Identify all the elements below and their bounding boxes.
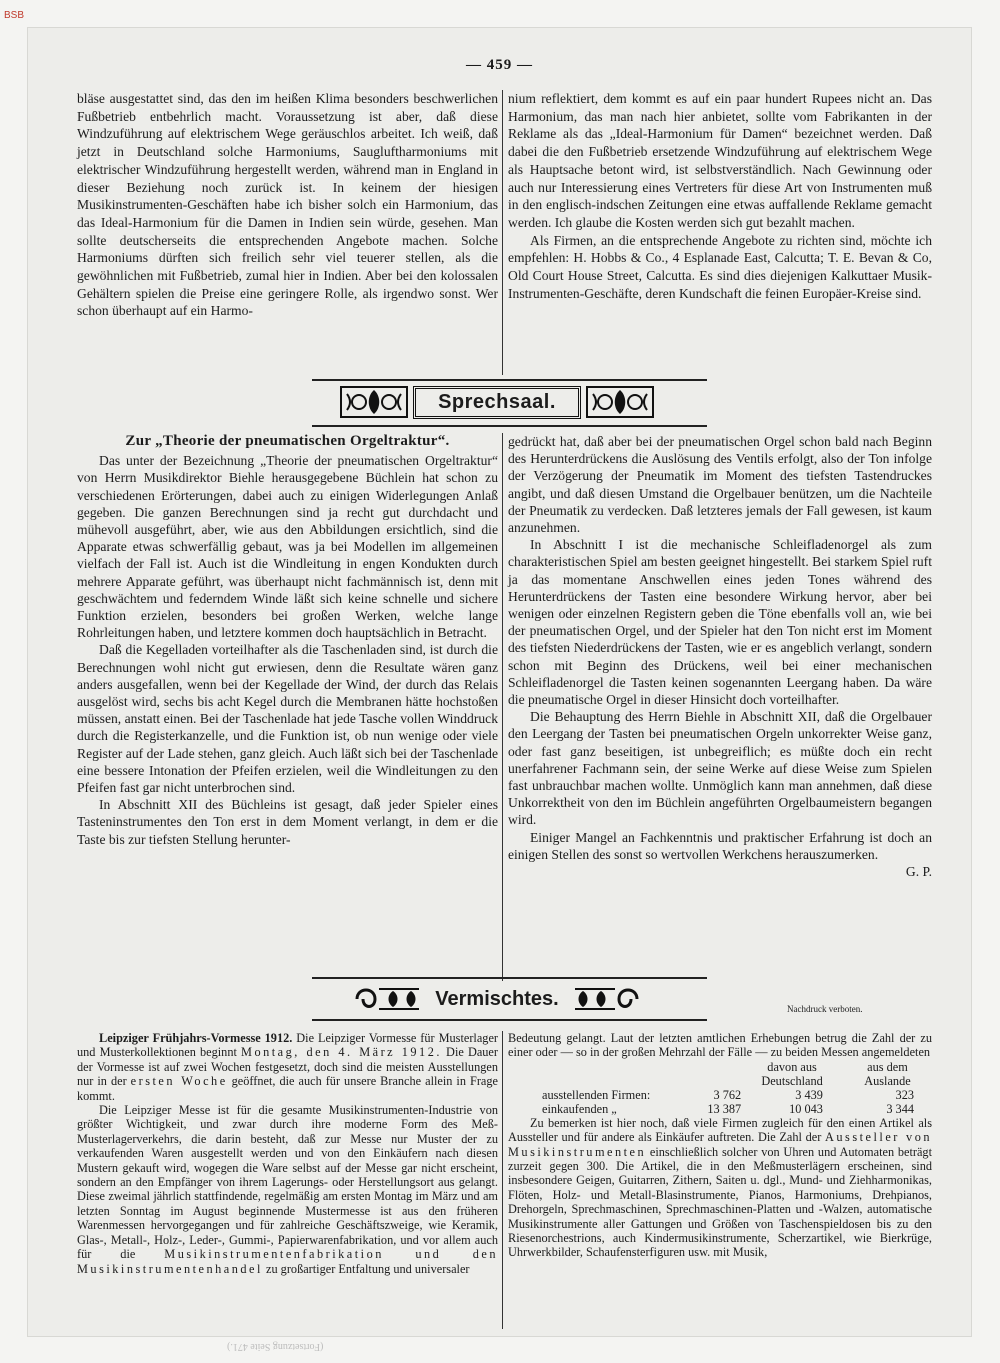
spaced-text: Aussteller von Musikinstrumenten bbox=[508, 1130, 932, 1159]
vermischtes-right-column bbox=[508, 1031, 932, 1329]
article-paragraph: In Abschnitt I ist die mechanische Schleifladenorgel als zum charakteristischen Spiel am besten geeignet hingestellt. Bei starkem Spiel ruft ja das momentane Anschwellen eines jeden Tones während des Herunterdrückens der Tasten eine besondere Wirkung hervor, aber bei wenigen oder einzelnen Registern geben die Töne ebenfalls voll an, wie bei der pneumatischen Orgel, und der Spieler hat den Ton nicht erst im Moment des tiefsten Niederdrückens der Tasten, wie er es angeblich verlangt, sondern schon mit Beginn des Drückens, weil bei einer mechanischen Schleifladenorgel die Tasten keinen sogenannten Leergang haben. Da wäre die pneumatische Orgel in dieser Hinsicht doch vorteilhafter. bbox=[508, 537, 932, 708]
table-row bbox=[508, 1088, 932, 1102]
table-cell: 323 bbox=[895, 1087, 914, 1102]
section1-right-paragraph: Als Firmen, an die entsprechende Angebote zu richten sind, möchte ich empfehlen: H. Hobbs & Co., 4 Esplanade East, Calcutta; T. E. Bevan & Co, Old Court House Street, Calcutta. Es sind dies diejenigen Kalkuttaer Musik-Instrumenten-Geschäfte, deren Kundschaft die feinen Europäer-Kreise sind. bbox=[508, 232, 932, 301]
text-run: Die Leipziger Messe ist für die gesamte Musikinstrumenten-Industrie von größter Wichtigkeit, und zwar durch ihre moderne Form des Meß-Musterlagerverkehrs, die darin besteht, daß zur Messe nur Muster der zu verkaufenden Waren ausgestellt werden und von den Einkäufern nach diesen Mustern gekauft wird, wogegen die Ware selbst auf der Messe gar nicht erscheint, sondern an den Empfänger von ihrem Lagerungs- oder Herstellungsort aus gelangt. Diese zweimal jährlich stattfindende, regelmäßig am ersten Montag im März und am letzten Sonntag im August beginnende Mustermesse ist aus den früheren Warenmessen hervorgegangen und für zahlreiche Geschäftszweige, wie Keramik, Glas-, Metall-, Holz-, Leder-, Gummi-, Papierwarenfabrikation, und vor allem auch für die bbox=[77, 1103, 498, 1262]
newspaper-page bbox=[27, 27, 972, 1352]
news-item-title: Leipziger Frühjahrs-Vormesse 1912. bbox=[99, 1031, 293, 1045]
section1-left-paragraph: bläse ausgestattet sind, das den im heißen Klima besonders beschwerlichen Fußbetrieb entbehrlich macht. Voraussetzung ist aber, daß diese Windzuführung auf elektrischem Wege geräuschlos arbeitet. Ich weiß, daß jetzt in Deutschland solche Harmoniums, Saugluftharmoniums mit elektrischer Windzuführung hergestellt werden, während man in England in dieser Beziehung noch zurück ist. In keinem der hiesigen Musikinstrumenten-Geschäften habe ich bisher solch ein Harmonium, das das Ideal-Harmonium für die Damen in Indien sein würde, gesehen. Man sollte deutscherseits die entsprechenden Angebote machen. Solche Harmoniums dürften sich freilich sehr viel teuerer stellen, als die gewöhnlichen mit Fußbetrieb, zumal hier in Indien. Aber bei den kolossalen Gehältern spielen die Preise eine geringere Rolle, als irgendwo sonst. Wer schon überhaupt auf ein Harmo- bbox=[77, 91, 498, 319]
column-divider bbox=[502, 433, 503, 981]
news-paragraph bbox=[77, 1031, 498, 1103]
table-row bbox=[508, 1102, 932, 1116]
text-run: Die Dauer der Vormesse ist auf zwei Wochen festgesetzt, doch sind die meisten Ausstellungen nur in der bbox=[77, 1045, 498, 1089]
article-signature: G. P. bbox=[905, 864, 932, 880]
text-run: Zu bemerken ist hier noch, daß viele Firmen zugleich für den einen Artikel als Aussteller und für andere als Einkäufer auftreten. Die Zahl der bbox=[508, 1115, 932, 1145]
reprint-notice: Nachdruck verboten. bbox=[787, 1004, 863, 1014]
sprechsaal-right-column bbox=[508, 433, 932, 981]
vermischtes-title: Vermischtes. bbox=[435, 987, 559, 1010]
table-cell: ausstellenden Firmen: bbox=[542, 1087, 651, 1102]
spaced-text: Musikinstrumentenfabrikation und den Musikinstrumentenhandel bbox=[77, 1247, 499, 1276]
table-header bbox=[508, 1060, 669, 1088]
table-cell: 13 387 bbox=[707, 1101, 742, 1116]
table-header-row bbox=[508, 1060, 932, 1088]
scroll-ornament-left-icon bbox=[353, 981, 423, 1017]
scroll-ornament-right-icon bbox=[571, 981, 641, 1017]
page-number: — 459 — bbox=[466, 57, 533, 73]
banner-rule bbox=[312, 379, 707, 381]
text-run: zu großartiger Entfaltung und universaler bbox=[262, 1261, 470, 1276]
spaced-date: Montag, den 4. März 1912. bbox=[241, 1045, 442, 1060]
bleed-through-text: (Fortsetzung Seite 471.) bbox=[227, 1341, 324, 1352]
table-header: davon aus Deutschland bbox=[761, 1059, 823, 1088]
article-paragraph: In Abschnitt XII des Büchleins ist gesagt, daß jeder Spieler eines Tasteninstrumentes den Ton erst in dem Moment verlangt, in dem er die Taste bis zur tiefsten Stellung herunter- bbox=[77, 797, 498, 847]
table-header: aus dem Auslande bbox=[864, 1059, 911, 1088]
vermischtes-left-column bbox=[77, 1031, 498, 1329]
text-run: Die Leipziger Vormesse für Musterlager und Musterkollektionen beginnt bbox=[77, 1031, 498, 1060]
spaced-text: ersten Woche bbox=[130, 1074, 228, 1089]
text-run: einschließlich solcher von Uhren und Automaten beträgt zurzeit gegen 300. Die Artikel, die in den Meßmusterlägern erscheinen, sind insbesondere Geigen, Guitarren, Zithern, Saiten u. dgl., Mund- und Ziehharmonikas, Flöten, Holz- und Metall-Blasinstrumente, Pianos, Harmoniums, Drehpianos, Drehorgeln, Sprechmaschinen, Sprechmaschinen-Platten und -Walzen, automatische Musikinstrumente aller Gattungen und Größen von Taschenspieldosen bis zu den Riesenorchestrions, auch Kindermusikinstrumente, Scherzartikel, wie Bierkrüge, Uhrwerkbilder, Schaufensterfiguren usw. mit Musik, bbox=[508, 1144, 932, 1260]
sprechsaal-left-column bbox=[77, 433, 498, 981]
table-cell: einkaufenden „ bbox=[542, 1101, 617, 1116]
column-divider bbox=[502, 1031, 503, 1329]
ornament-right-icon bbox=[585, 384, 655, 420]
article-paragraph: Daß die Kegelladen vorteilhafter als die Taschenladen sind, ist durch die Berechnungen wohl nicht gut erwiesen, denn die Resultate wären ganz anders ausgefallen, wenn bei der Kegellade der Wind, der durch das Relais ausgelöst wird, sechs bis acht Kegel durch die Membranen hätte hochstoßen müssen, anstatt einen. Bei der Taschenlade hat jede Tasche vollen Winddruck durch die Registerkanzelle, und die Funktion ist, ob nun wenige oder viele Register auf der Lade stehen, ganz gleich. Auch läßt sich bei der Taschenlade eine bessere Intonation der Pfeifen erzielen, weil die Windleitungen zu den Pfeifen fast gar nicht unterbrochen sind. bbox=[77, 642, 498, 796]
article-paragraph: Einiger Mangel an Fachkenntnis und praktischer Erfahrung ist doch an einigen Stellen des sonst so wertvollen Werkchens herauszumerken. bbox=[508, 829, 932, 862]
news-paragraph bbox=[508, 1116, 932, 1260]
sprechsaal-title: Sprechsaal. bbox=[413, 386, 581, 419]
sprechsaal-banner bbox=[317, 382, 677, 422]
table-cell: 3 762 bbox=[713, 1087, 742, 1102]
table-cell: 3 439 bbox=[795, 1087, 823, 1102]
ornament-left-icon bbox=[339, 384, 409, 420]
article-paragraph: gedrückt hat, daß aber bei der pneumatischen Orgel schon bald nach Beginn des Herunterdrückens die Auslösung des Ventils erfolgt, also der Ton infolge der Verzögerung der Pneumatik im Moment des tiefsten Tastendruckes angibt, und daß diesen Umstand die Orgelbauer benützen, um die Nachteile der Pneumatik zu verdecken. Daß letzteres jemals der Fall gewesen, ist kaum anzunehmen. bbox=[508, 434, 932, 536]
banner-rule bbox=[312, 425, 707, 427]
table-cell: 3 344 bbox=[886, 1101, 914, 1116]
section1-left-column bbox=[77, 90, 498, 375]
visitor-stats-table bbox=[508, 1060, 932, 1116]
bsb-watermark: BSB bbox=[4, 10, 25, 21]
table-cell: 10 043 bbox=[789, 1101, 823, 1116]
article-paragraph: Das unter der Bezeichnung „Theorie der pneumatischen Orgeltraktur“ von Herrn Musikdirektor Biehle herausgegebene Büchlein hat schon zu verschiedenen Erörterungen, dabei auch zu einigen Widerlegungen Anlaß gegeben. Die ganzen Berechnungen sind ja recht gut durchdacht und mühevoll ausgeführt, aber, wie aus den Abbildungen ersichtlich, sind die Apparate etwas schwerfällig gebaut, was ja bei Modellen im allgemeinen vielfach der Fall ist. Auch ist die Windleitung in engen Kondukten durch mehrere Apparate geführt, was überhaupt nicht fachmännisch ist, denn mit geschwächtem und federndem Winde läßt sich keine schnelle und sichere Funktion erzielen, besonders bei großen Werken, welche lange Rohrleitungen haben, und letztere kommen doch hauptsächlich in Betracht. bbox=[77, 453, 498, 641]
article-paragraph: Die Behauptung des Herrn Biehle in Abschnitt XII, daß die Orgelbauer den Leergang der Tasten bei pneumatischen Orgeln unkorrekter Weise ganz, oder fast ganz beseitigen, ist unbegreiflich; es müßte doch ein recht unerfahrener Fachmann sein, der seine Werke auf diese Weise zum Spielen fast unbrauchbar machen wollte. Unmöglich kann man annehmen, daß diese Unkorrektheit von den im Büchlein angeführten Orgelbaumeistern begangen wird. bbox=[508, 709, 932, 828]
vermischtes-banner bbox=[317, 979, 677, 1019]
section1-right-paragraph: nium reflektiert, dem kommt es auf ein paar hundert Rupees nicht an. Das Harmonium, das man nach hier anbietet, sollte vom Fabrikanten in der Reklame als das „Ideal-Harmonium für Damen“ bezeichnet werden. Daß dabei die den Fußbetrieb ersetzende Windzuführung auf elektrischem Wege als Hauptsache betont wird, ist selbstverständlich. Nach Gewinnung oder auch nur Interessierung eines Vertreters für diese Art von Instrumenten muß in den englisch-indschen Zeitungen eine etwas auffallende Reklame gemacht werden. Ich glaube die Kosten werden sich gut bezahlt machen. bbox=[508, 91, 932, 230]
section1-right-column bbox=[508, 90, 932, 375]
text-run: geöffnet, die auch für unsere Branche allein in Frage kommt. bbox=[77, 1074, 498, 1103]
news-paragraph: Bedeutung gelangt. Laut der letzten amtlichen Erhebungen betrug die Zahl der zu einer oder — so in der großen Mehrzahl der Fälle — zu beiden Messen angemeldeten bbox=[508, 1031, 932, 1060]
article-heading: Zur „Theorie der pneumatischen Orgeltraktur“. bbox=[125, 433, 450, 449]
banner-rule bbox=[312, 1019, 707, 1021]
news-paragraph bbox=[77, 1103, 498, 1276]
column-divider bbox=[502, 90, 503, 375]
